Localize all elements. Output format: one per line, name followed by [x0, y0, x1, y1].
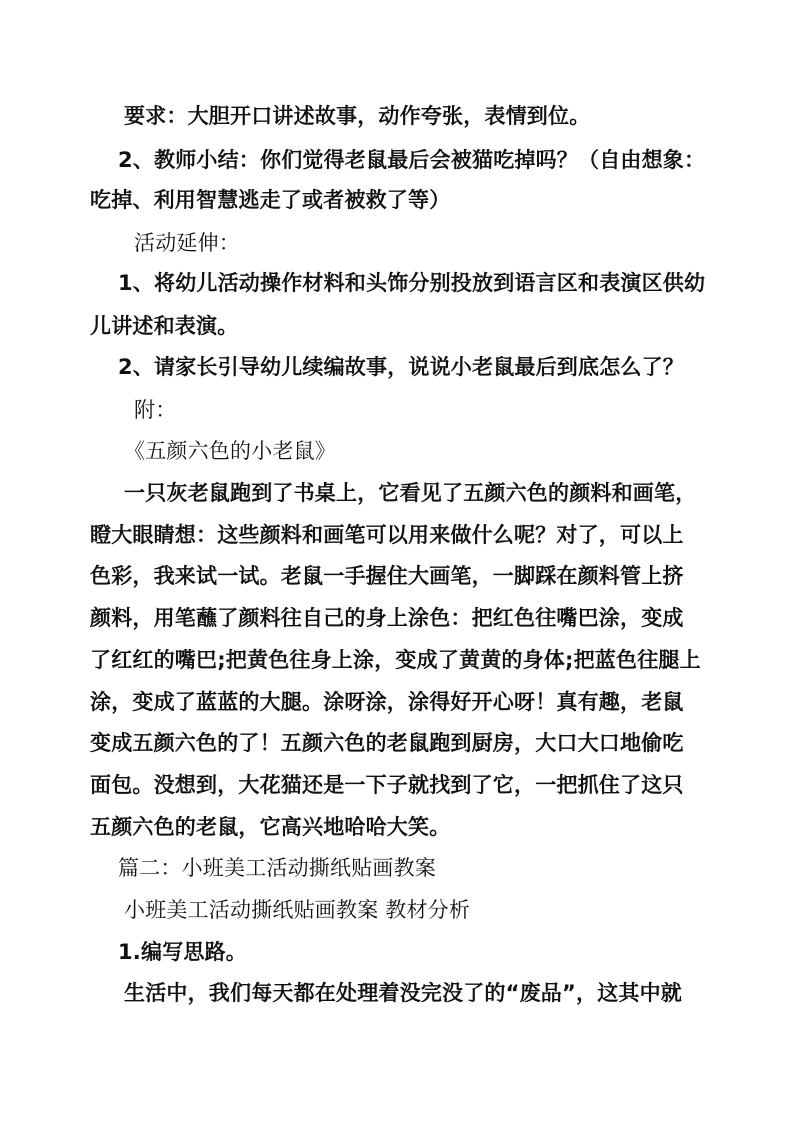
teacher-summary-continuation: 吃掉、利用智慧逃走了或者被救了等） [90, 188, 451, 212]
story-paragraph-line: 变成五颜六色的了！五颜六色的老鼠跑到厨房，大口大口地偷吃 [90, 731, 684, 755]
extension-item-two: 2、请家长引导幼儿续编故事，说说小老鼠最后到底怎么了？ [118, 355, 685, 379]
story-paragraph-line: 涂，变成了蓝蓝的大腿。涂呀涂，涂得好开心呀！真有趣，老鼠 [90, 690, 684, 714]
requirement-line: 要求：大胆开口讲述故事，动作夸张，表情到位。 [124, 104, 591, 128]
story-paragraph-line: 颜料，用笔蘸了颜料往自己的身上涂色：把红色往嘴巴涂，变成 [90, 606, 684, 630]
appendix-label: 附： [134, 398, 177, 422]
story-paragraph-line: 色彩，我来试一试。老鼠一手握住大画笔，一脚踩在颜料管上挤 [90, 564, 684, 588]
section-two-title: 篇二：小班美工活动撕纸贴画教案 [118, 856, 436, 880]
story-paragraph-line: 五颜六色的老鼠，它高兴地哈哈大笑。 [90, 815, 451, 839]
teacher-summary-line: 2、教师小结：你们觉得老鼠最后会被猫吃掉吗？（自由想象： [118, 148, 706, 172]
story-paragraph-line: 面包。没想到，大花猫还是一下子就找到了它，一把抓住了这只 [90, 773, 684, 797]
extension-item-one: 1、将幼儿活动操作材料和头饰分别投放到语言区和表演区供幼 [118, 271, 706, 295]
story-paragraph-line: 了红红的嘴巴;把黄色往身上涂，变成了黄黄的身体;把蓝色往腿上 [90, 648, 701, 672]
story-paragraph-line: 瞪大眼睛想：这些颜料和画笔可以用来做什么呢？对了，可以上 [90, 523, 684, 547]
extension-item-one-continuation: 儿讲述和表演。 [90, 314, 239, 338]
writing-approach-heading: 1.编写思路。 [118, 940, 247, 964]
story-title: 《五颜六色的小老鼠》 [124, 439, 336, 463]
body-paragraph-line: 生活中，我们每天都在处理着没完没了的“废品”，这其中就 [124, 981, 683, 1005]
lesson-plan-subtitle: 小班美工活动撕纸贴画教案 教材分析 [124, 898, 471, 922]
activity-extension-heading: 活动延伸： [134, 231, 240, 255]
story-paragraph-line: 一只灰老鼠跑到了书桌上，它看见了五颜六色的颜料和画笔， [124, 481, 697, 505]
